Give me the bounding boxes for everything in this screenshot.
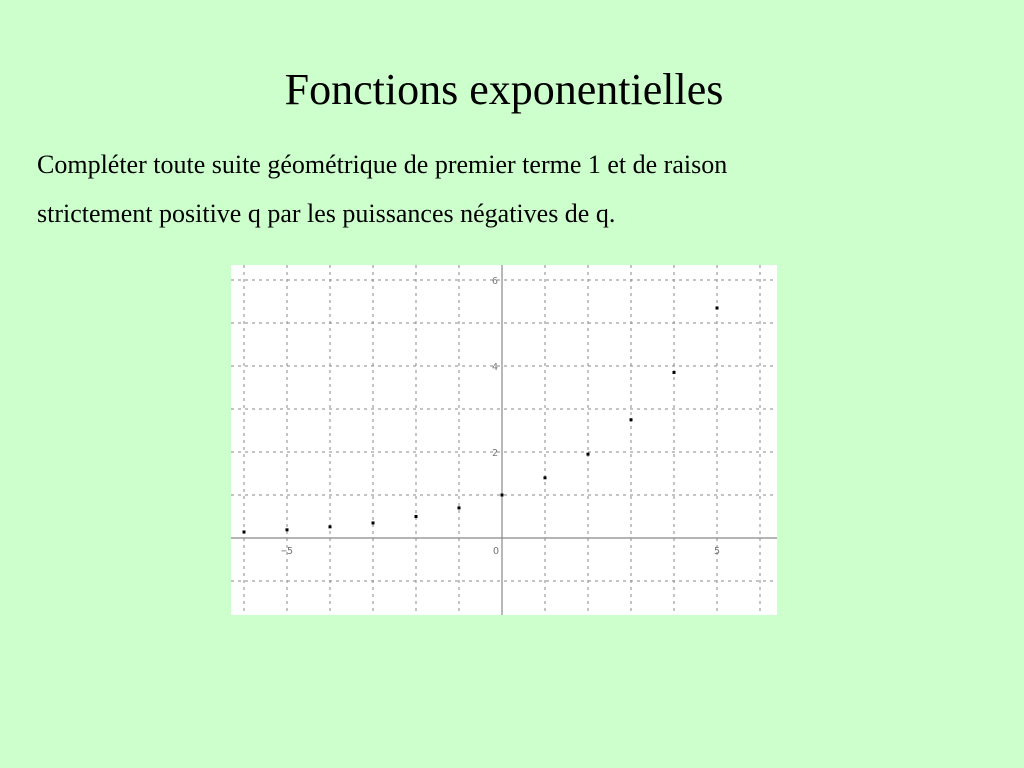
slide-body-text [37, 140, 987, 238]
grid-layer [231, 265, 777, 615]
y-tick-label: 2 [491, 448, 498, 459]
data-point [630, 418, 633, 421]
y-tick-label: 6 [491, 276, 498, 287]
points-layer [243, 306, 719, 533]
x-tick-label: 5 [713, 546, 721, 557]
origin-label: O [492, 546, 500, 557]
x-tick-label: −5 [280, 546, 294, 557]
body-line-1: Compléter toute suite géométrique de premier terme 1 et de raison [37, 150, 728, 179]
data-point [673, 371, 676, 374]
data-point [372, 521, 375, 524]
chart-container [231, 265, 777, 615]
data-point [458, 506, 461, 509]
y-tick-label: 4 [491, 362, 498, 373]
body-line-2: strictement positive q par les puissances négatives de q. [37, 199, 616, 228]
tick-label-layer [281, 276, 720, 557]
scatter-chart [231, 265, 777, 615]
data-point [329, 525, 332, 528]
data-point [286, 528, 289, 531]
data-point [415, 515, 418, 518]
data-point [716, 306, 719, 309]
data-point [243, 530, 246, 533]
data-point [501, 494, 504, 497]
data-point [544, 476, 547, 479]
slide-title: Fonctions exponentielles [284, 65, 724, 114]
data-point [587, 453, 590, 456]
axis-layer [231, 265, 777, 615]
